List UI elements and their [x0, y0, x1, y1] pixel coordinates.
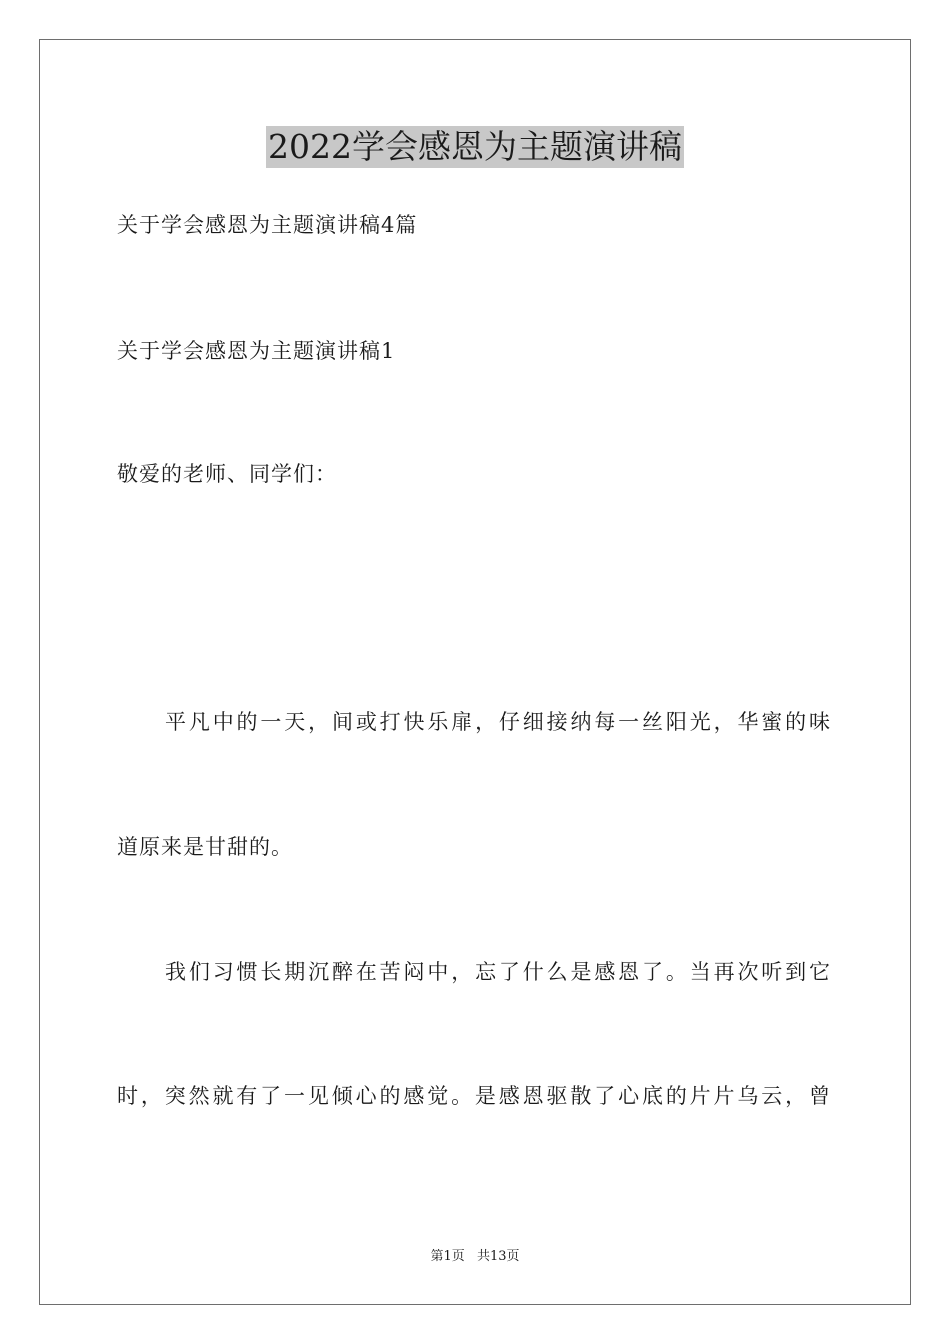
paragraph-2-line-2: 时，突然就有了一见倾心的感觉。是感恩驱散了心底的片片乌云，曾: [117, 1084, 831, 1108]
salutation: 敬爱的老师、同学们：: [117, 462, 337, 486]
paragraph-2-line-1: 我们习惯长期沉醉在苦闷中，忘了什么是感恩了。当再次听到它: [165, 960, 831, 984]
paragraph-1-line-1: 平凡中的一天，间或打快乐扉，仔细接纳每一丝阳光，华蜜的味: [165, 710, 831, 734]
section-heading: 关于学会感恩为主题演讲稿1: [117, 339, 396, 363]
paragraph-1-line-2: 道原来是甘甜的。: [117, 835, 293, 859]
subtitle-line: 关于学会感恩为主题演讲稿4篇: [117, 213, 418, 237]
page-number-total: 共13页: [476, 1249, 520, 1264]
title-container: [0, 126, 950, 168]
page-number-current: 第1页: [430, 1249, 465, 1264]
page-footer: [0, 1248, 950, 1266]
document-title: 2022学会感恩为主题演讲稿: [268, 127, 682, 166]
